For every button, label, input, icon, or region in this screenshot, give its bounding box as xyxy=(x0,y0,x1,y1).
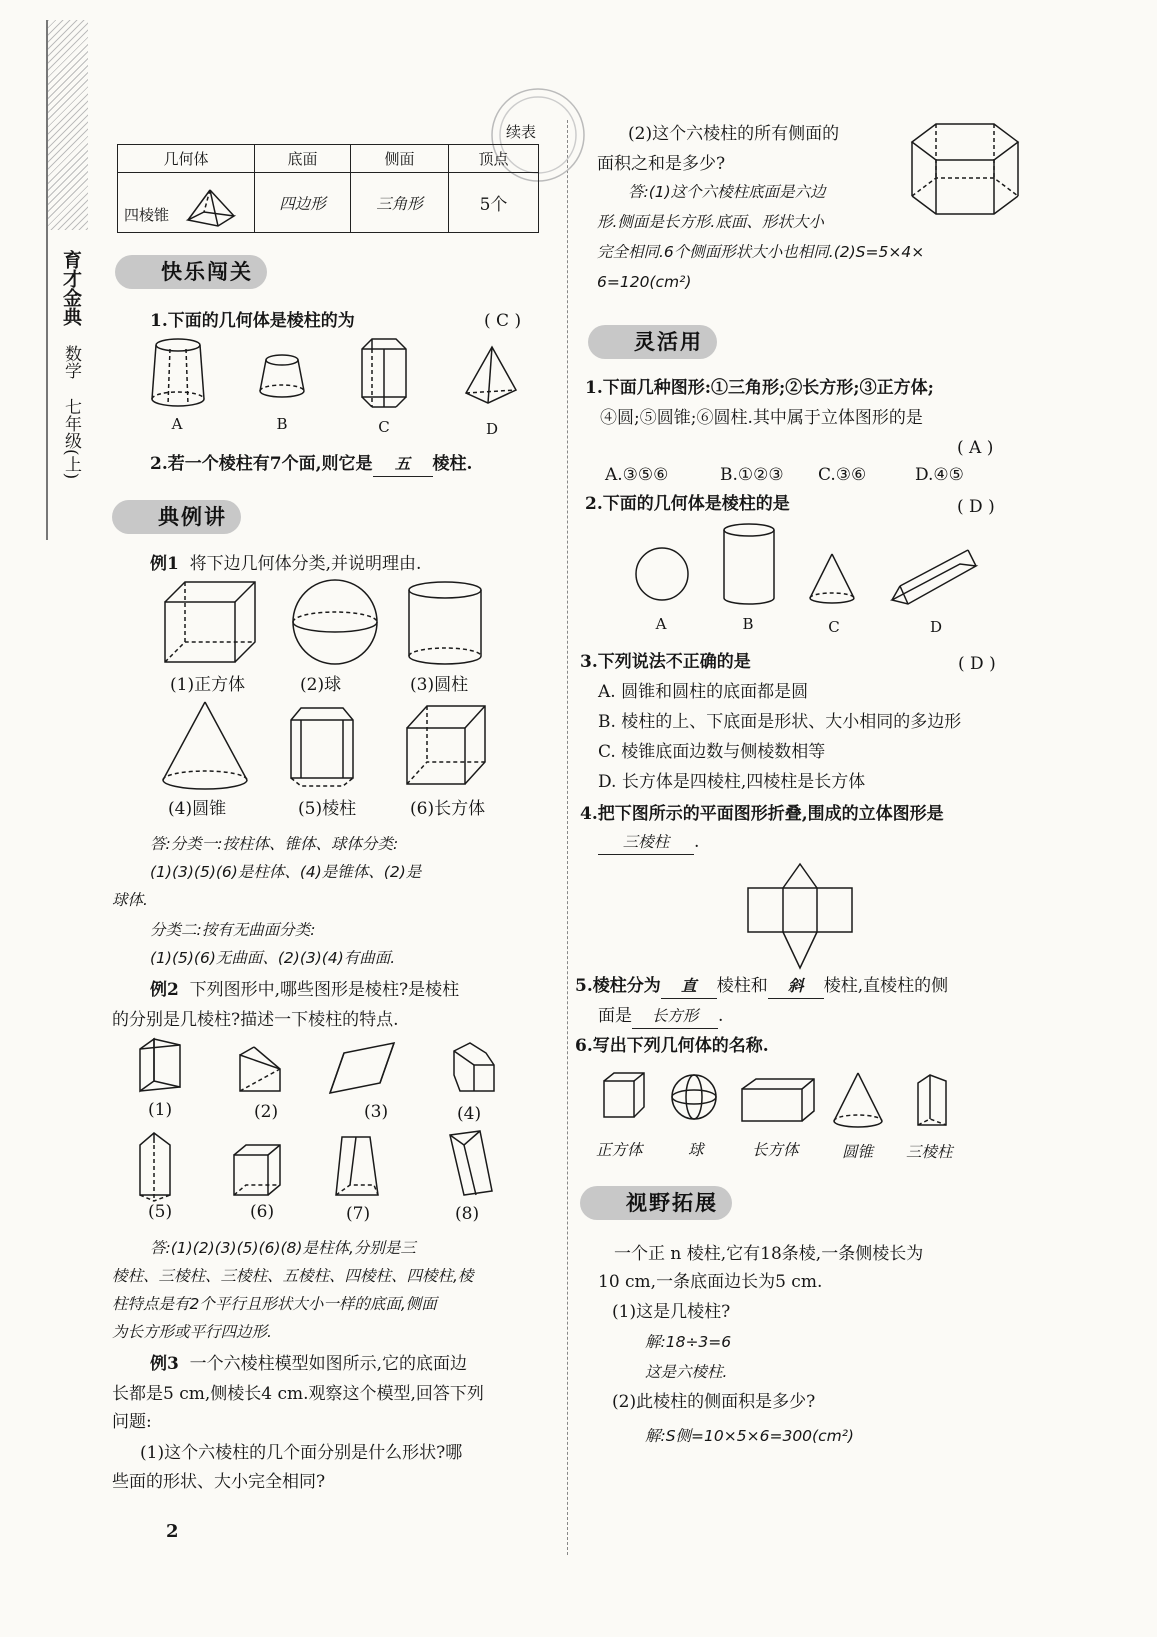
ex1-answer-1: 答:分类一:按柱体、锥体、球体分类: xyxy=(150,835,399,853)
lh-q2-shapes xyxy=(630,520,990,610)
kl-label-d: D xyxy=(485,420,499,438)
lh-q6-label-4: 圆锥 xyxy=(842,1143,874,1161)
lh-q6-shapes xyxy=(600,1065,980,1135)
kl-label-a: A xyxy=(171,415,183,433)
lh-q1-opt-b: B.①②③ xyxy=(720,465,784,485)
ex3-answer-2: 形.侧面是长方形.底面、形状大小 xyxy=(597,213,824,231)
triangular-prism-net xyxy=(745,862,855,972)
kl-q1-answer: ( C ) xyxy=(484,311,522,331)
kl-label-b: B xyxy=(276,415,288,433)
th-base: 底面 xyxy=(255,145,351,173)
ex3-answer-3: 完全相同.6个侧面形状大小也相同.(2)S=5×4× xyxy=(597,243,925,261)
lh-q3-answer: ( D ) xyxy=(958,654,996,674)
sy-q1: (1)这是几棱柱? xyxy=(612,1302,731,1322)
lh-q6: 6.写出下列几何体的名称. xyxy=(575,1036,769,1056)
kl-label-c: C xyxy=(378,418,390,436)
geometry-table xyxy=(117,144,539,233)
ex2-q1: 下列图形中,哪些图形是棱柱?是棱柱 xyxy=(189,980,460,1000)
ex2-answer-1: 答:(1)(2)(3)(5)(6)(8)是柱体,分别是三 xyxy=(150,1239,416,1257)
ex1-title: 例1 xyxy=(150,554,179,574)
kl-q2-pre: 2.若一个棱柱有7个面,则它是 xyxy=(150,454,373,474)
ex2-label-1: (1) xyxy=(148,1100,173,1120)
ex3-question-7: 面积之和是多少? xyxy=(597,154,726,174)
lh-q2-label-a: A xyxy=(655,615,667,633)
ex1-label-6: (6)长方体 xyxy=(410,799,486,819)
ex2-answer-3: 柱特点是有2个平行且形状大小一样的底面,侧面 xyxy=(112,1295,437,1313)
sy-q2: (2)此棱柱的侧面积是多少? xyxy=(612,1392,816,1412)
ex1-label-5: (5)棱柱 xyxy=(298,799,357,819)
lh-q6-label-2: 球 xyxy=(688,1141,704,1159)
lh-q3-opt-c: C. 棱锥底面边数与侧棱数相等 xyxy=(598,742,826,762)
td-solid xyxy=(118,173,255,233)
ex2-question-2: 的分别是几棱柱?描述一下棱柱的特点. xyxy=(112,1010,399,1030)
pyramid-icon xyxy=(182,188,238,228)
lh-q3-opt-b: B. 棱柱的上、下底面是形状、大小相同的多边形 xyxy=(598,712,962,732)
lh-q4-line: 三棱柱 . xyxy=(598,830,699,855)
lh-q1b: ④圆;⑤圆锥;⑥圆柱.其中属于立体图形的是 xyxy=(600,408,923,428)
lh-q5-answer-2: 斜 xyxy=(768,974,824,999)
ex1-label-3: (3)圆柱 xyxy=(410,675,469,695)
sidebar-grade: 七年级(上) xyxy=(61,398,81,480)
ex2-label-6: (6) xyxy=(250,1202,275,1222)
lh-q2: 2.下面的几何体是棱柱的是 xyxy=(585,494,790,514)
lh-q5-line-2: 面是 长方形 . xyxy=(598,1004,723,1029)
lh-q1-opt-c: C.③⑥ xyxy=(818,465,867,485)
lh-q1-opt-d: D.④⑤ xyxy=(915,465,964,485)
lh-q2-label-d: D xyxy=(929,618,943,636)
ex1-question xyxy=(150,552,421,576)
section-shiye: 视野拓展 xyxy=(580,1186,732,1220)
ex3-question-1 xyxy=(150,1352,467,1376)
kl-shapes xyxy=(140,335,540,420)
ex1-answer-5: (1)(5)(6)无曲面、(2)(3)(4)有曲面. xyxy=(150,949,396,967)
sidebar-subject: 数学 xyxy=(61,345,81,379)
td-solid-label: 四棱锥 xyxy=(124,206,170,224)
sy-s2: 这是六棱柱. xyxy=(645,1363,728,1381)
lh-q2-label-b: B xyxy=(742,615,754,633)
lh-q1-answer: ( A ) xyxy=(957,438,994,458)
ex3-question-2: 长都是5 cm,侧棱长4 cm.观察这个模型,回答下列 xyxy=(112,1384,484,1404)
kl-q2 xyxy=(150,452,472,477)
ex1-answer-4: 分类二:按有无曲面分类: xyxy=(150,921,316,939)
ex2-label-7: (7) xyxy=(346,1204,371,1224)
ex1-label-4: (4)圆锥 xyxy=(168,799,227,819)
sy-s3: 解:S侧=10×5×6=300(cm²) xyxy=(645,1427,854,1445)
ex2-label-4: (4) xyxy=(457,1104,482,1124)
lh-q5-line-1 xyxy=(575,974,948,999)
ex2-title: 例2 xyxy=(150,980,179,1000)
ex2-question-1 xyxy=(150,978,459,1002)
lh-q5b: 棱柱和 xyxy=(716,976,768,996)
kl-q2-post: 棱柱. xyxy=(432,454,473,474)
page-number: 2 xyxy=(166,1521,179,1542)
th-solid: 几何体 xyxy=(118,145,255,173)
lh-q5c: 棱柱,直棱柱的侧 xyxy=(823,976,949,996)
lh-q5a: 5.棱柱分为 xyxy=(575,976,661,996)
lh-q6-label-3: 长方体 xyxy=(752,1141,799,1159)
lh-q6-label-5: 三棱柱 xyxy=(906,1143,953,1161)
lh-q3-opt-a: A. 圆锥和圆柱的底面都是圆 xyxy=(598,682,809,702)
ex3-title: 例3 xyxy=(150,1354,179,1374)
sy-p1: 一个正 n 棱柱,它有18条棱,一条侧棱长为 xyxy=(614,1244,924,1264)
ex3-answer-1: 答:(1)这个六棱柱底面是六边 xyxy=(628,183,826,201)
lh-q3-opt-d: D. 长方体是四棱柱,四棱柱是长方体 xyxy=(598,772,866,792)
table-cont-label: 续表 xyxy=(506,123,537,141)
kl-q1: 1.下面的几何体是棱柱的为 xyxy=(150,311,355,331)
th-vertex: 顶点 xyxy=(449,145,539,173)
lh-q2-label-c: C xyxy=(828,618,840,636)
ex2-label-3: (3) xyxy=(364,1102,389,1122)
ex2-shapes xyxy=(130,1035,510,1205)
lh-q1-opt-a: A.③⑤⑥ xyxy=(605,465,669,485)
lh-q1a: 1.下面几种图形:①三角形;②长方形;③正方体; xyxy=(585,378,934,398)
section-linghuo: 灵活用 xyxy=(588,325,717,359)
lh-q6-label-1: 正方体 xyxy=(596,1141,643,1159)
section-dianli: 典例讲 xyxy=(112,500,241,534)
ex1-label-1: (1)正方体 xyxy=(170,675,246,695)
lh-q5d: 面是 xyxy=(598,1006,632,1026)
ex3-answer-4: 6=120(cm²) xyxy=(597,273,692,291)
ex1-answer-2: (1)(3)(5)(6)是柱体、(4)是锥体、(2)是 xyxy=(150,863,422,881)
sy-s1: 解:18÷3=6 xyxy=(645,1333,732,1351)
th-side: 侧面 xyxy=(351,145,449,173)
td-vertex: 5个 xyxy=(449,173,539,233)
lh-q2-answer: ( D ) xyxy=(957,497,995,517)
ex1-answer-3: 球体. xyxy=(112,891,148,909)
lh-q3: 3.下列说法不正确的是 xyxy=(580,652,751,672)
ex1-label-2: (2)球 xyxy=(300,675,342,695)
td-side: 三角形 xyxy=(351,173,449,233)
section-kuaile: 快乐闯关 xyxy=(115,255,267,289)
binding-line xyxy=(46,20,48,540)
ex3-question-5: 些面的形状、大小完全相同? xyxy=(112,1472,326,1492)
ex2-answer-2: 棱柱、三棱柱、三棱柱、五棱柱、四棱柱、四棱柱,棱 xyxy=(112,1267,474,1285)
ex3-question-6: (2)这个六棱柱的所有侧面的 xyxy=(628,124,840,144)
hexagonal-prism-figure xyxy=(910,120,1020,220)
ex3-question-3: 问题: xyxy=(112,1412,152,1432)
ex2-label-2: (2) xyxy=(254,1102,279,1122)
sidebar-brand: 育才金典 xyxy=(60,250,82,326)
ex2-label-8: (8) xyxy=(455,1204,480,1224)
column-divider xyxy=(567,120,568,1555)
binding-strip xyxy=(48,20,88,230)
td-base: 四边形 xyxy=(255,173,351,233)
ex2-answer-4: 为长方形或平行四边形. xyxy=(112,1323,272,1341)
lh-q4: 4.把下图所示的平面图形折叠,围成的立体图形是 xyxy=(580,804,944,824)
lh-q5-answer-1: 直 xyxy=(661,974,717,999)
ex1-q: 将下边几何体分类,并说明理由. xyxy=(189,554,422,574)
kl-q2-answer: 五 xyxy=(373,452,433,477)
ex3-question-4: (1)这个六棱柱的几个面分别是什么形状?哪 xyxy=(140,1443,463,1463)
ex2-label-5: (5) xyxy=(148,1202,173,1222)
ex3-q1: 一个六棱柱模型如图所示,它的底面边 xyxy=(189,1354,468,1374)
lh-q4-answer: 三棱柱 xyxy=(598,830,694,855)
sy-p2: 10 cm,一条底面边长为5 cm. xyxy=(598,1272,823,1292)
lh-q5-answer-3: 长方形 xyxy=(632,1004,718,1029)
